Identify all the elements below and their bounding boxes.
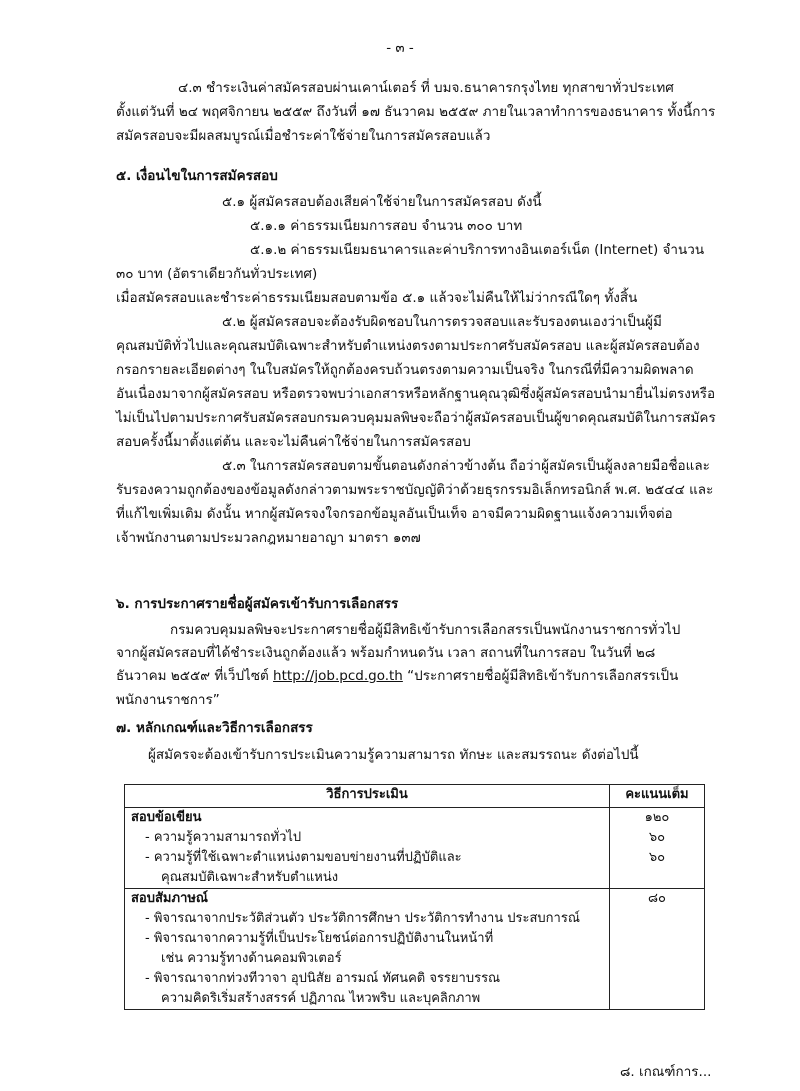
written-item2-line1: - ความรู้ที่ใช้เฉพาะตำแหน่งตามขอบข่ายงานที่ปฏิบัติและ	[145, 850, 462, 865]
section7-intro: ผู้สมัครจะต้องเข้ารับการประเมินความรู้ความสามารถ ทักษะ และสมรรถนะ ดังต่อไปนี้	[148, 747, 639, 763]
para-5-2-line6: สอบครั้งนี้มาตั้งแต่ต้น และจะไม่คืนค่าใช้จ่ายในการสมัครสอบ	[116, 434, 471, 450]
para-5-2-line4: อันเนื่องมาจากผู้สมัครสอบ หรือตรวจพบว่าเอกสารหรือหลักฐานคุณวุฒิซึ่งผู้สมัครสอบนำมายื่นไม่ตรงหรือ	[116, 386, 716, 402]
interview-total-score: ๘๐	[648, 891, 666, 906]
para-5-2-line3: กรอกรายละเอียดต่างๆ ในใบสมัครให้ถูกต้องครบถ้วนตรงตามความเป็นจริง ในกรณีที่มีความผิดพลาด	[116, 362, 694, 378]
para-4-3-line1: ๔.๓ ชำระเงินค่าสมัครสอบผ่านเคาน์เตอร์ ที่ บมจ.ธนาคารกรุงไทย ทุกสาขาทั่วประเทศ	[178, 80, 674, 96]
table-row-written	[125, 808, 705, 889]
para-5-3-line1: ๕.๓ ในการสมัครสอบตามขั้นตอนดังกล่าวข้างต้น ถือว่าผู้สมัครเป็นผู้ลงลายมือชื่อและ	[222, 458, 710, 474]
written-title: สอบข้อเขียน	[131, 810, 202, 825]
para-5-2-line2: คุณสมบัติทั่วไปและคุณสมบัติเฉพาะสำหรับตำแหน่งตรงตามประกาศรับสมัครสอบ และผู้สมัครสอบต้อง	[116, 338, 700, 354]
section6-line2: จากผู้สมัครสอบที่ได้ชำระเงินถูกต้องแล้ว พร้อมกำหนดวัน เวลา สถานที่ในการสอบ ในวันที่ ๒๘	[116, 645, 656, 661]
interview-item2-line1: - พิจารณาจากความรู้ที่เป็นประโยชน์ต่อการปฏิบัติงานในหน้าที่	[145, 931, 494, 946]
para-5-3-line4: เจ้าพนักงานตามประมวลกฎหมายอาญา มาตรา ๑๓๗	[116, 530, 421, 546]
header-score: คะแนนเต็ม	[610, 785, 705, 808]
section6-line1: กรมควบคุมมลพิษจะประกาศรายชื่อผู้มีสิทธิเข้ารับการเลือกสรรเป็นพนักงานราชการทั่วไป	[170, 622, 681, 638]
assessment-table	[124, 784, 705, 1010]
table-row-interview	[125, 889, 705, 1010]
para-5-2-line1: ๕.๒ ผู้สมัครสอบจะต้องรับผิดชอบในการตรวจสอบและรับรองตนเองว่าเป็นผู้มี	[222, 314, 662, 330]
para-5-1-1: ๕.๑.๑ ค่าธรรมเนียมการสอบ จำนวน ๓๐๐ บาท	[250, 218, 523, 234]
para-5-1-2-line2: ๓๐ บาท (อัตราเดียวกันทั่วประเทศ)	[116, 266, 318, 282]
section6-heading: ๖. การประกาศรายชื่อผู้สมัครเข้ารับการเลือกสรร	[116, 596, 399, 612]
interview-title: สอบสัมภาษณ์	[131, 891, 208, 906]
interview-score-cell	[610, 889, 705, 1010]
para-5-2-line5: ไม่เป็นไปตามประกาศรับสมัครสอบกรมควบคุมมลพิษจะถือว่าผู้สมัครสอบเป็นผู้ขาดคุณสมบัติในการสมัคร	[116, 410, 716, 426]
para-5-1-note: เมื่อสมัครสอบและชำระค่าธรรมเนียมสอบตามข้อ ๕.๑ แล้วจะไม่คืนให้ไม่ว่ากรณีใดๆ ทั้งสิ้น	[116, 290, 638, 306]
interview-item3-line2: ความคิดริเริ่มสร้างสรรค์ ปฏิภาณ ไหวพริบ และบุคลิกภาพ	[161, 991, 481, 1006]
interview-item3-line1: - พิจารณาจากท่วงทีวาจา อุปนิสัย อารมณ์ ทัศนคติ จรรยาบรรณ	[145, 971, 501, 986]
written-score-cell	[610, 808, 705, 889]
section6-line3-prefix: ธันวาคม ๒๕๕๙ ที่เว็ปไซต์	[116, 668, 274, 684]
section7-heading: ๗. หลักเกณฑ์และวิธีการเลือกสรร	[116, 720, 313, 736]
job-website-link[interactable]: http://job.pcd.go.th	[273, 668, 403, 684]
section6-line3-suffix: “ประกาศรายชื่อผู้มีสิทธิเข้ารับการเลือกสรรเป็น	[402, 668, 679, 684]
written-method-cell	[125, 808, 610, 889]
para-5-1-2-line1: ๕.๑.๒ ค่าธรรมเนียมธนาคารและค่าบริการทางอินเตอร์เน็ต (Internet) จำนวน	[250, 242, 705, 258]
next-page-marker: ๘. เกณฑ์การ...	[620, 1064, 712, 1080]
para-4-3-line2: ตั้งแต่วันที่ ๒๔ พฤศจิกายน ๒๕๕๙ ถึงวันที่ ๑๗ ธันวาคม ๒๕๕๙ ภายในเวลาทำการของธนาคาร ทั้งนี้การ	[116, 104, 716, 120]
written-item2-score: ๖๐	[648, 850, 666, 865]
section5-heading: ๕. เงื่อนไขในการสมัครสอบ	[116, 168, 278, 184]
interview-item2-line2: เช่น ความรู้ทางด้านคอมพิวเตอร์	[161, 951, 342, 966]
para-4-3-line3: สมัครสอบจะมีผลสมบูรณ์เมื่อชำระค่าใช้จ่ายในการสมัครสอบแล้ว	[116, 128, 491, 144]
interview-method-cell	[125, 889, 610, 1010]
written-item1-score: ๖๐	[648, 830, 666, 845]
written-total-score: ๑๒๐	[644, 810, 670, 825]
written-item2-line2: คุณสมบัติเฉพาะสำหรับตำแหน่ง	[161, 870, 339, 885]
interview-item1: - พิจารณาจากประวัติส่วนตัว ประวัติการศึกษา ประวัติการทำงาน ประสบการณ์	[145, 911, 580, 926]
table-header-row	[125, 785, 705, 808]
header-method: วิธีการประเมิน	[125, 785, 610, 808]
para-5-1: ๕.๑ ผู้สมัครสอบต้องเสียค่าใช้จ่ายในการสมัครสอบ ดังนี้	[222, 194, 542, 210]
section6-line3	[116, 666, 678, 686]
page-number: - ๓ -	[386, 40, 414, 56]
para-5-3-line2: รับรองความถูกต้องของข้อมูลดังกล่าวตามพระราชบัญญัติว่าด้วยธุรกรรมอิเล็กทรอนิกส์ พ.ศ. ๒๕๔๔ และ	[116, 482, 714, 498]
para-5-3-line3: ที่แก้ไขเพิ่มเติม ดังนั้น หากผู้สมัครจงใจกรอกข้อมูลอันเป็นเท็จ อาจมีความผิดฐานแจ้งความเท็จต่อ	[116, 506, 673, 522]
section6-line4: พนักงานราชการ”	[116, 692, 220, 708]
written-item1: - ความรู้ความสามารถทั่วไป	[145, 830, 302, 845]
